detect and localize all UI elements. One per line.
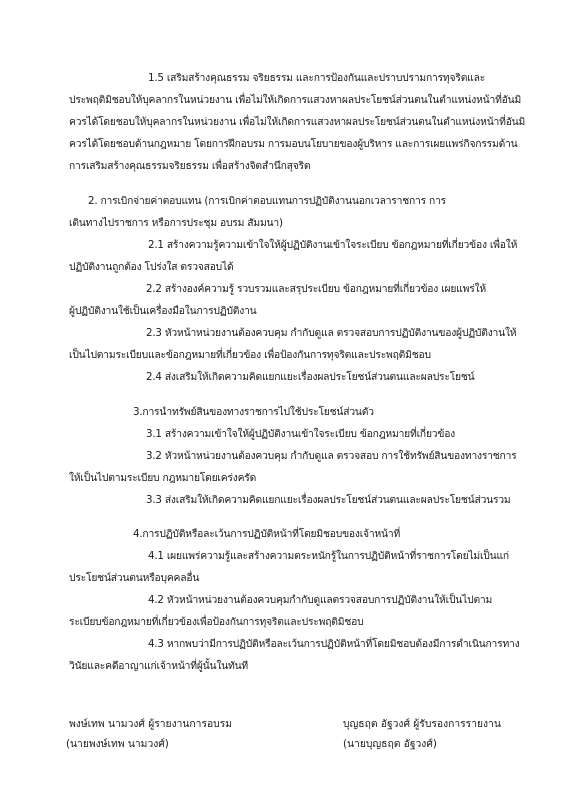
paragraph-1-5-line-5: การเสริมสร้างคุณธรรมจริยธรรม เพื่อสร้างจิตสำนึกสุจริต [69,160,311,172]
section-4-heading: 4.การปฏิบัติหรือละเว้นการปฏิบัติหน้าที่โดยมิชอบของเจ้าหน้าที่ [133,528,401,540]
paragraph-2-1-line-1: 2.1 สร้างความรู้ความเข้าใจให้ผู้ปฏิบัติงานเข้าใจระเบียบ ข้อกฎหมายที่เกี่ยวข้อง เพื่อให้ [148,239,518,251]
paragraph-2-3-line-1: 2.3 หัวหน้าหน่วยงานต้องควบคุม กำกับดูแล ตรวจสอบการปฏิบัติงานของผู้ปฏิบัติงานให้ [146,327,517,339]
paragraph-1-5-line-1: 1.5 เสริมสร้างคุณธรรม จริยธรรม และการป้องกันและปราบปรามการทุจริตและ [148,72,486,84]
section-2-heading-line-1: 2. การเบิกจ่ายค่าตอบแทน (การเบิกค่าตอบแทนการปฏิบัติงานนอกเวลาราชการ การ [88,195,446,207]
paragraph-2-3-line-2: เป็นไปตามระเบียบและข้อกฎหมายที่เกี่ยวข้อง เพื่อป้องกันการทุจริตและประพฤติมิชอบ [69,349,431,361]
paragraph-4-2-line-1: 4.2 หัวหน้าหน่วยงานต้องควบคุมกำกับดูแลตรวจสอบการปฏิบัติงานให้เป็นไปตาม [148,594,493,606]
signature-right-line: บุญธฤต อัฐวงศ์ ผู้รับรองการรายงาน [343,718,501,730]
paragraph-3-2-line-1: 3.2 หัวหน้าหน่วยงานต้องควบคุม กำกับดูแล ตรวจสอบ การใช้ทรัพย์สินของทางราชการ [146,450,517,462]
paragraph-4-1-line-1: 4.1 เผยแพร่ความรู้และสร้างความตระหนักรู้ในการปฏิบัติหน้าที่ราชการโดยไม่เป็นแก่ [148,550,509,562]
paragraph-4-3-line-2: วินัยและคดีอาญาแก่เจ้าหน้าที่ผู้นั้นในทันที [69,660,249,672]
paragraph-1-5-line-2: ประพฤติมิชอบให้บุคลากรในหน่วยงาน เพื่อไม่ให้เกิดการแสวงหาผลประโยชน์ส่วนตนในตำแหน่งหน้าที่อันมิ [69,94,522,106]
signature-left-name: (นายพงษ์เทพ นามวงศ์) [66,738,169,750]
paragraph-4-3-line-1: 4.3 หากพบว่ามีการปฏิบัติหรือละเว้นการปฏิบัติหน้าที่โดยมิชอบต้องมีการดำเนินการทาง [148,638,520,650]
paragraph-3-2-line-2: ให้เป็นไปตามระเบียบ กฎหมายโดยเคร่งครัด [69,472,257,484]
section-2-heading-line-2: เดินทางไปราชการ หรือการประชุม อบรม สัมมนา) [69,217,283,229]
paragraph-2-2-line-2: ผู้ปฏิบัติงานใช้เป็นเครื่องมือในการปฏิบัติงาน [69,305,257,317]
paragraph-2-1-line-2: ปฏิบัติงานถูกต้อง โปร่งใส ตรวจสอบได้ [69,261,234,273]
paragraph-3-1: 3.1 สร้างความเข้าใจให้ผู้ปฏิบัติงานเข้าใจระเบียบ ข้อกฎหมายที่เกี่ยวข้อง [146,428,456,440]
paragraph-4-2-line-2: ระเบียบข้อกฎหมายที่เกี่ยวข้องเพื่อป้องกันการทุจริตและประพฤติมิชอบ [69,616,364,628]
paragraph-1-5-line-4: ควรได้โดยชอบด้านกฎหมาย โดยการฝึกอบรม การมอบนโยบายของผู้บริหาร และการเผยแพร่กิจกรรมด้าน [69,138,518,150]
section-3-heading: 3.การนำทรัพย์สินของทางราชการไปใช้ประโยชน์ส่วนตัว [133,406,374,418]
signature-left-line: พงษ์เทพ นามวงศ์ ผู้รายงานการอบรม [69,718,233,730]
paragraph-4-1-line-2: ประโยชน์ส่วนตนหรือบุคคลอื่น [69,572,200,584]
signature-right-name: (นายบุญธฤต อัฐวงศ์) [343,738,437,750]
paragraph-1-5-line-3: ควรได้โดยชอบให้บุคลากรในหน่วยงาน เพื่อไม่ให้เกิดการแสวงหาผลประโยชน์ส่วนตนในตำแหน่งหน้าที่อันมิ [69,116,526,128]
paragraph-3-3: 3.3 ส่งเสริมให้เกิดความคิดแยกแยะเรื่องผลประโยชน์ส่วนตนและผลประโยชน์ส่วนรวม [146,494,511,506]
paragraph-2-2-line-1: 2.2 สร้างองค์ความรู้ รวบรวมและสรุประเบียบ ข้อกฎหมายที่เกี่ยวข้อง เผยแพร่ให้ [146,283,486,295]
paragraph-2-4: 2.4 ส่งเสริมให้เกิดความคิดแยกแยะเรื่องผลประโยชน์ส่วนตนและผลประโยชน์ [146,371,475,383]
